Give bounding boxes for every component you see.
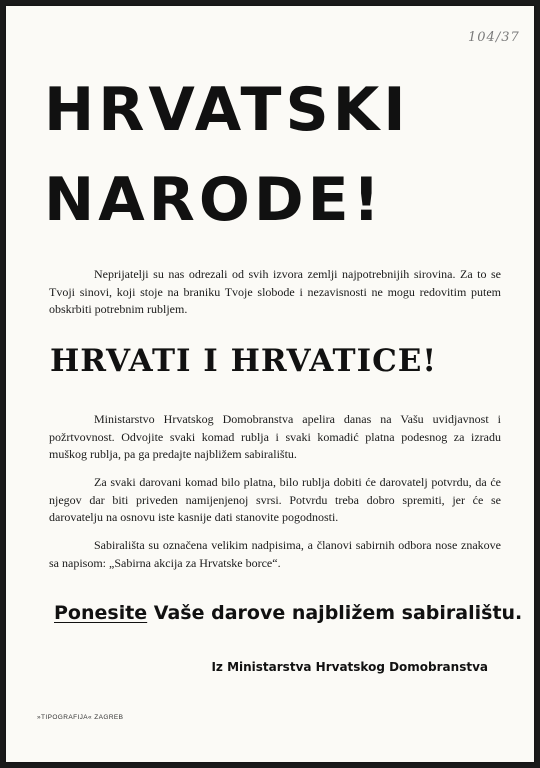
call-to-action-emphasis: Ponesite <box>54 602 148 624</box>
headline-line-1: HRVATSKI <box>44 75 410 145</box>
archive-handwritten-mark: 104/37 <box>468 30 520 45</box>
body-paragraph-3: Sabirališta su označena velikim nadpisima, a članovi sabirnih odbora nose znakove sa napisom: „Sabirna akcija za Hrvatske borce“. <box>49 538 501 570</box>
body-paragraph-1: Ministarstvo Hrvatskog Domobranstva apelira danas na Vašu uvidjavnost i požrtvovnost. Odvojite svaki komad rublja i svaki komadić platna podesnog za izradu muškog rublja, pa ga predajte najbližem sabiralištu. <box>49 412 501 461</box>
poster-sheet <box>6 6 534 762</box>
subheadline: HRVATI I HRVATICE! <box>50 343 438 379</box>
issuer-signature: Iz Ministarstva Hrvatskog Domobranstva <box>211 660 488 674</box>
call-to-action <box>54 602 522 624</box>
printer-imprint: »TIPOGRAFIJA« ZAGREB <box>37 714 124 721</box>
body-paragraph-2: Za svaki darovani komad bilo platna, bilo rublja dobiti će darovatelj potvrdu, da će njegov dar biti priveden namijenjenoj svrsi. Potvrdu treba dobro spremiti, jer će se darovatelju na osnovu iste kasnije dati stanovite pogodnosti. <box>49 475 501 524</box>
call-to-action-text: Vaše darove najbližem sabiralištu. <box>147 602 523 624</box>
headline-line-2: NARODE! <box>44 165 385 235</box>
intro-paragraph: Neprijatelji su nas odrezali od svih izvora zemlji najpotrebnijih sirovina. Za to se Tvoji sinovi, koji stoje na braniku Tvoje slobode i nezavisnosti ne mogu redovitim putem obskrbiti potrebnim rubljem. <box>49 267 501 316</box>
